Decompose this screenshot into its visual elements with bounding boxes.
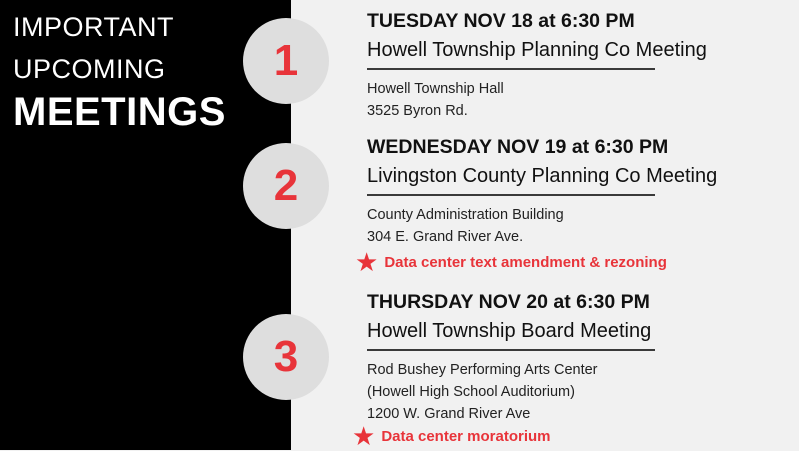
meeting-date: THURSDAY NOV 20 at 6:30 PM: [367, 291, 650, 313]
meeting-date: TUESDAY NOV 18 at 6:30 PM: [367, 10, 635, 32]
meeting-2: [367, 134, 717, 248]
divider: [367, 349, 655, 351]
address-line: County Administration Building: [367, 207, 564, 223]
note-text: Data center text amendment & rezoning: [384, 253, 667, 271]
meeting-address: [367, 78, 707, 122]
divider: [367, 68, 655, 70]
meeting-name: Livingston County Planning Co Meeting: [367, 165, 718, 187]
note-text: Data center moratorium: [381, 427, 551, 445]
address-line: Rod Bushey Performing Arts Center: [367, 362, 598, 378]
address-line: (Howell High School Auditorium): [367, 384, 575, 400]
meeting-3: [367, 289, 655, 425]
meeting-3-note: [352, 423, 551, 449]
meeting-number-1: 1: [243, 18, 329, 104]
meeting-address: [367, 204, 717, 248]
address-line: 3525 Byron Rd.: [367, 103, 468, 119]
meeting-number-2: 2: [243, 143, 329, 229]
meeting-name: Howell Township Board Meeting: [367, 320, 652, 342]
header-line-important: IMPORTANT: [13, 12, 175, 42]
star-icon: ★: [352, 421, 376, 451]
star-icon: ★: [355, 247, 379, 277]
address-line: 1200 W. Grand River Ave: [367, 406, 531, 422]
meeting-number-3: 3: [243, 314, 329, 400]
meeting-2-note: [355, 249, 667, 275]
header-line-upcoming: UPCOMING: [13, 54, 166, 84]
meeting-date: WEDNESDAY NOV 19 at 6:30 PM: [367, 136, 669, 158]
address-line: 304 E. Grand River Ave.: [367, 229, 524, 245]
divider: [367, 194, 655, 196]
address-line: Howell Township Hall: [367, 81, 504, 97]
meeting-1: [367, 8, 707, 122]
meeting-address: [367, 359, 655, 425]
meeting-name: Howell Township Planning Co Meeting: [367, 39, 707, 61]
header-line-meetings: MEETINGS: [13, 90, 226, 134]
